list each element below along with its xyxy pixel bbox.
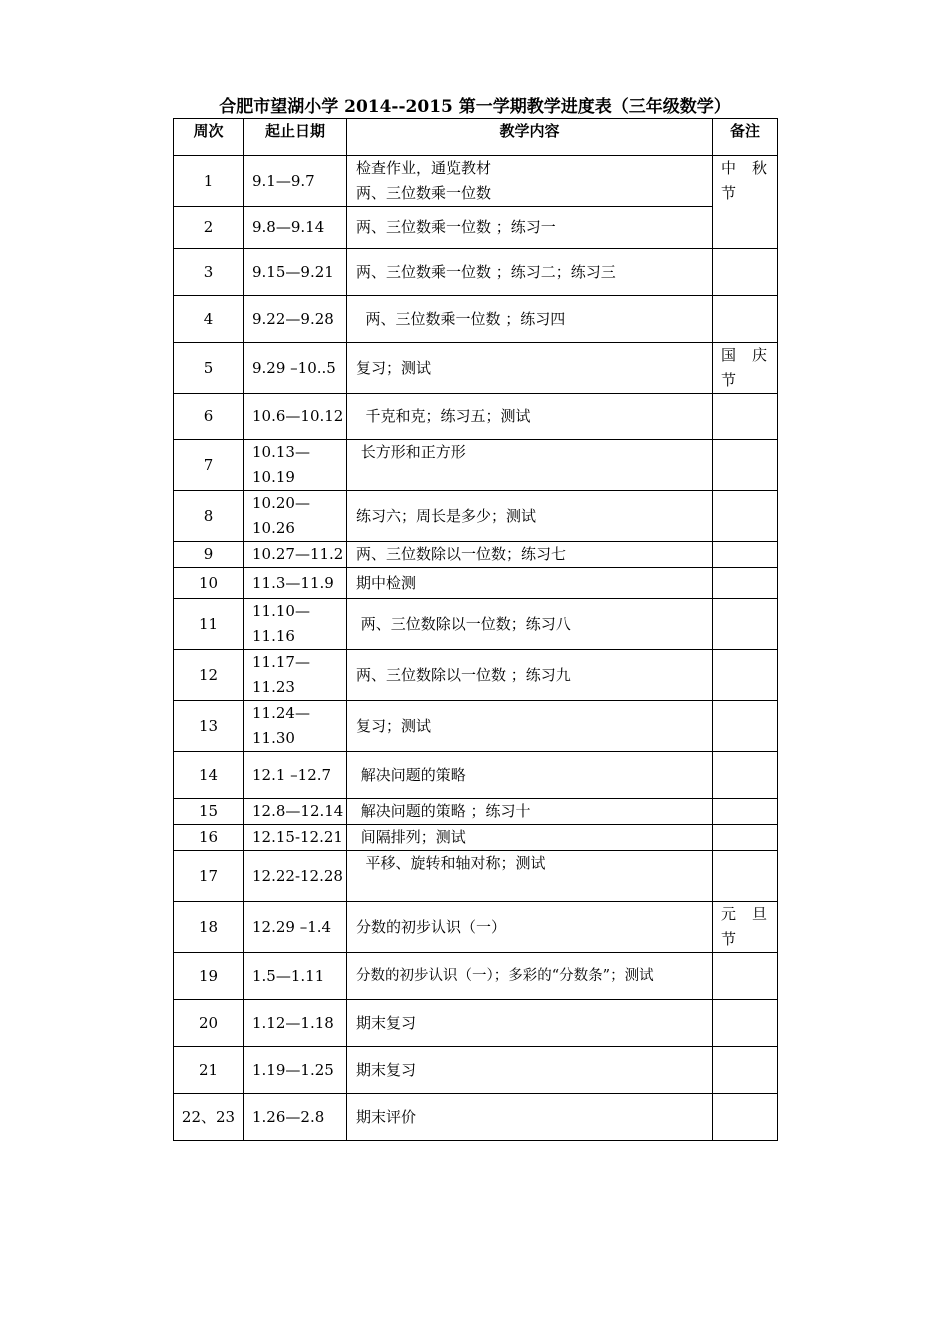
note-cell [713,851,778,902]
table-row [174,542,778,568]
dates-cell: 10.6—10.12 [244,394,347,440]
content-cell: 千克和克；练习五；测试 [347,394,713,440]
schedule-table [173,118,778,1141]
week-cell: 4 [174,296,244,343]
table-row [174,249,778,296]
note-cell [713,752,778,799]
week-cell: 3 [174,249,244,296]
content-cell: 复习；测试 [347,701,713,752]
table-row [174,799,778,825]
week-cell: 1 [174,156,244,207]
week-cell: 8 [174,491,244,542]
table-row [174,156,778,207]
note-cell-mid-autumn [713,156,778,249]
dates-cell: 1.12—1.18 [244,1000,347,1047]
dates-cell [244,701,347,752]
note-cell [713,599,778,650]
dates-line: 11.23 [252,678,295,696]
document-title: 合肥市望湖小学 2014--2015 第一学期教学进度表（三年级数学） [219,97,731,117]
note-cell [713,296,778,343]
dates-line: 10.26 [252,519,295,537]
note-cell [713,249,778,296]
dates-cell: 11.3—11.9 [244,568,347,599]
dates-cell: 10.27—11.2 [244,542,347,568]
dates-line: 11.30 [252,729,295,747]
content-cell: 期末评价 [347,1094,713,1141]
dates-cell: 12.15-12.21 [244,825,347,851]
note-cell [713,701,778,752]
table-row [174,953,778,1000]
table-row [174,851,778,902]
note-cell [713,1000,778,1047]
table-row [174,568,778,599]
content-cell: 复习；测试 [347,343,713,394]
content-cell: 解决问题的策略 ；练习十 [347,799,713,825]
dates-cell: 12.22-12.28 [244,851,347,902]
note-cell-new-year [713,902,778,953]
note-cell [713,650,778,701]
note-cell [713,953,778,1000]
table-row [174,296,778,343]
table-row [174,650,778,701]
week-cell: 20 [174,1000,244,1047]
note-cell [713,440,778,491]
dates-line: 11.24— [252,704,310,722]
note-line: 元 旦 [721,905,767,923]
content-cell: 期中检测 [347,568,713,599]
content-cell: 两、三位数乘一位数 ；练习一 [347,207,713,249]
content-cell: 两、三位数乘一位数 ；练习二；练习三 [347,249,713,296]
header-notes: 备注 [713,119,778,156]
dates-line: 11.17— [252,653,310,671]
content-cell: 期末复习 [347,1047,713,1094]
week-cell: 12 [174,650,244,701]
note-line: 国 庆 [721,346,767,364]
week-cell: 10 [174,568,244,599]
content-line: 两、三位数乘一位数 [356,184,492,202]
table-row [174,1047,778,1094]
note-line: 节 [721,184,737,202]
dates-cell: 9.8—9.14 [244,207,347,249]
note-cell [713,1047,778,1094]
content-cell: 分数的初步认识（一） [347,902,713,953]
table-row [174,1000,778,1047]
note-cell [713,1094,778,1141]
week-cell: 14 [174,752,244,799]
table-row [174,394,778,440]
dates-cell: 9.1—9.7 [244,156,347,207]
week-cell: 22、23 [174,1094,244,1141]
table-row [174,599,778,650]
week-cell: 15 [174,799,244,825]
dates-line: 11.16 [252,627,295,645]
table-row [174,440,778,491]
note-cell [713,542,778,568]
content-cell: 解决问题的策略 [347,752,713,799]
dates-cell: 12.8—12.14 [244,799,347,825]
week-cell: 21 [174,1047,244,1094]
table-row [174,491,778,542]
dates-line: 11.10— [252,602,310,620]
dates-cell [244,491,347,542]
note-line: 节 [721,371,737,389]
week-cell: 6 [174,394,244,440]
table-row [174,207,778,249]
note-cell [713,491,778,542]
dates-cell [244,650,347,701]
dates-cell: 9.15—9.21 [244,249,347,296]
table-row [174,825,778,851]
table-row [174,902,778,953]
table-row [174,343,778,394]
content-line: 检查作业，通览教材 [356,159,492,177]
dates-cell: 1.19—1.25 [244,1047,347,1094]
dates-cell: 12.29 –1.4 [244,902,347,953]
dates-cell [244,440,347,491]
content-cell: 分数的初步认识（一）；多彩的“分数条”；测试 [347,953,713,1000]
week-cell: 13 [174,701,244,752]
week-cell: 2 [174,207,244,249]
header-content: 教学内容 [347,119,713,156]
week-cell: 19 [174,953,244,1000]
week-cell: 16 [174,825,244,851]
note-cell [713,825,778,851]
week-cell: 5 [174,343,244,394]
dates-cell: 12.1 –12.7 [244,752,347,799]
content-cell: 平移、旋转和轴对称；测试 [347,851,713,902]
dates-cell: 9.29 –10..5 [244,343,347,394]
content-cell: 两、三位数除以一位数；练习七 [347,542,713,568]
header-dates: 起止日期 [244,119,347,156]
week-cell: 11 [174,599,244,650]
dates-cell [244,599,347,650]
content-cell: 间隔排列；测试 [347,825,713,851]
content-cell: 练习六；周长是多少；测试 [347,491,713,542]
header-row [174,119,778,156]
note-cell [713,799,778,825]
week-cell: 9 [174,542,244,568]
content-cell [347,156,713,207]
week-cell: 7 [174,440,244,491]
content-cell: 长方形和正方形 [347,440,713,491]
dates-line: 10.19 [252,468,295,486]
dates-line: 10.13— [252,443,310,461]
table-row [174,1094,778,1141]
dates-cell: 1.5—1.11 [244,953,347,1000]
note-cell [713,394,778,440]
dates-line: 10.20— [252,494,310,512]
note-cell-national-day [713,343,778,394]
content-cell: 两、三位数除以一位数 ；练习九 [347,650,713,701]
content-cell: 期末复习 [347,1000,713,1047]
table-row [174,752,778,799]
week-cell: 18 [174,902,244,953]
note-cell [713,568,778,599]
content-cell: 两、三位数乘一位数 ；练习四 [347,296,713,343]
content-cell: 两、三位数除以一位数；练习八 [347,599,713,650]
week-cell: 17 [174,851,244,902]
note-line: 中 秋 [721,159,767,177]
note-line: 节 [721,930,737,948]
dates-cell: 1.26—2.8 [244,1094,347,1141]
table-row [174,701,778,752]
header-week: 周次 [174,119,244,156]
dates-cell: 9.22—9.28 [244,296,347,343]
